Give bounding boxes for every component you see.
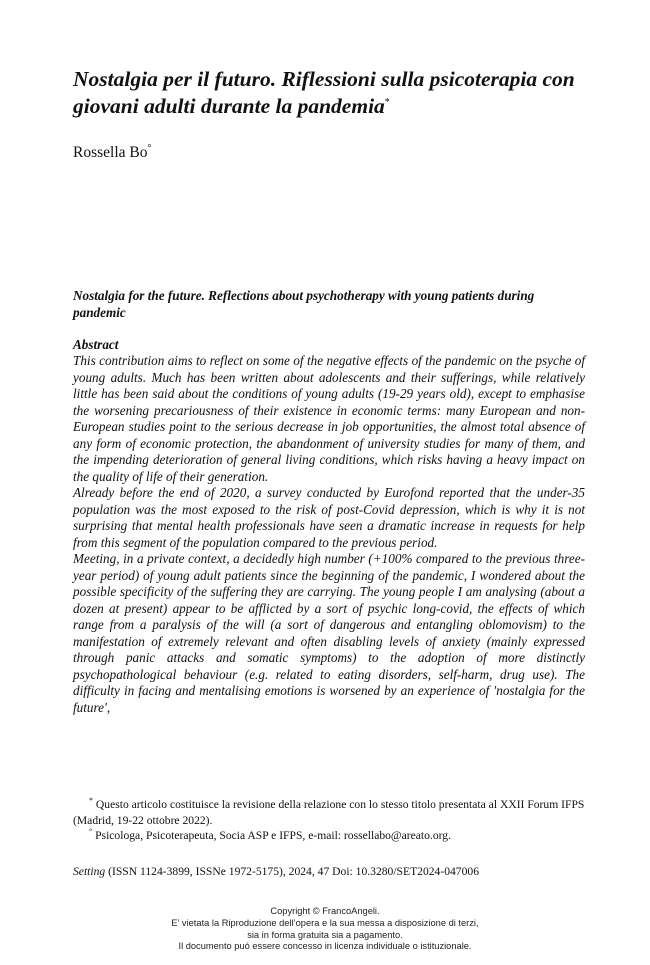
- english-title: Nostalgia for the future. Reflections about psychotherapy with young patients during pandemic: [73, 288, 535, 320]
- footnotes: [73, 797, 585, 844]
- title-footnote-mark: *: [384, 96, 390, 108]
- footnote-1-mark: *: [89, 796, 93, 806]
- author-name-text: Rossella Bo: [73, 144, 148, 161]
- abstract-paragraph-3: Meeting, in a private context, a decidedly high number (+100% compared to the previous three-year period) of young adult patients since the beginning of the pandemic, I wondered about the possible specificity of the suffering they are carrying. The young people I am analysing (about a dozen at present) appear to be afflicted by a sort of psychic long-covid, the effects of which range from a paralysis of the will (a sort of dangerous and entangling oblomovism) to the manifestation of extremely relevant and often disabling levels of anxiety (mainly expressed through panic attacks and somatic symptoms) to the adoption of more distinctly psychopathological behaviour (e.g. related to eating disorders, self-harm, drug use). The difficulty in facing and mentalising emotions is worsened by an experience of 'nostalgia for the future',: [73, 551, 585, 715]
- abstract-body: [73, 353, 585, 716]
- footnote-2-mark: °: [89, 827, 93, 837]
- article-title: [73, 66, 593, 120]
- citation-details: (ISSN 1124-3899, ISSNe 1972-5175), 2024, 47 Doi: 10.3280/SET2024-047006: [108, 865, 479, 878]
- author-footnote-mark: °: [147, 142, 152, 154]
- footnote-1: [73, 797, 585, 828]
- journal-name: Setting: [73, 865, 106, 878]
- copyright-line-1: Copyright © FrancoAngeli.: [270, 906, 380, 916]
- abstract-heading: Abstract: [73, 337, 119, 352]
- copyright-line-4: Il documento può essere concesso in licenza individuale o istituzionale.: [178, 941, 472, 952]
- copyright-line-2: E’ vietata la Riproduzione dell’opera e la sua messa a disposizione di terzi,: [171, 917, 479, 928]
- author-name: [73, 144, 152, 162]
- journal-citation: [73, 865, 585, 878]
- abstract-paragraph-1: This contribution aims to reflect on some of the negative effects of the pandemic on the psyche of young adults. Much has been written about adolescents and their sufferings, while relatively little has been said about the conditions of young adults (19-29 years old), except to emphasise the worsening precariousness of their existence in economic terms: many European and non-European studies point to the serious decrease in job opportunities, the almost total absence of any form of economic protection, the abandonment of university studies for many of them, and the impending deterioration of general living conditions, which risks having a heavy impact on the quality of life of their generation.: [73, 353, 585, 484]
- footnote-1-text: Questo articolo costituisce la revisione della relazione con lo stesso titolo presentata al XXII Forum IFPS (Madrid, 19-22 ottobre 2022).: [73, 798, 585, 827]
- copyright-line-3: sia in forma gratuita sia a pagamento.: [247, 929, 403, 940]
- copyright-notice: [0, 906, 650, 953]
- footnote-2-text: Psicologa, Psicoterapeuta, Socia ASP e IFPS, e-mail: rossellabo@areato.org.: [95, 829, 451, 842]
- article-title-text: Nostalgia per il futuro. Riflessioni sulla psicoterapia con giovani adulti durante la pandemia: [73, 67, 575, 118]
- footnote-2: [73, 828, 585, 844]
- abstract-paragraph-2: Already before the end of 2020, a survey conducted by Eurofond reported that the under-35 population was the most exposed to the risk of post-Covid depression, which is why it is not surprising that mental health professionals have seen a dramatic increase in requests for help from this segment of the population compared to the previous period.: [73, 485, 585, 550]
